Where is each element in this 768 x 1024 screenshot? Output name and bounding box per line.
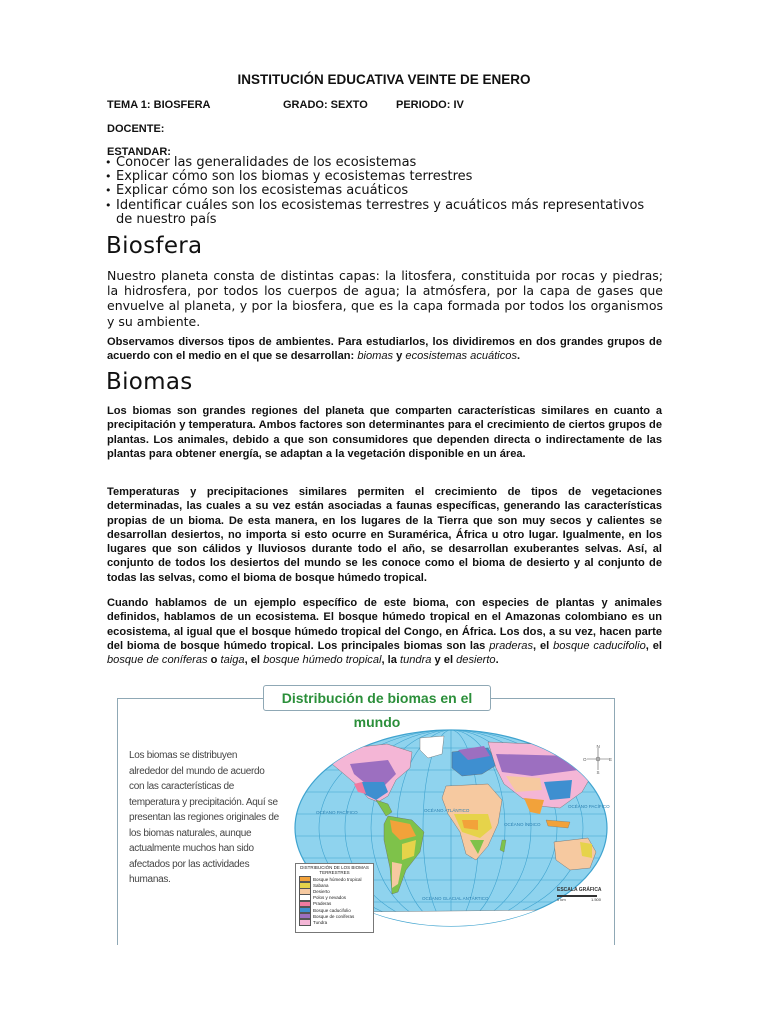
legend-label: Desierto — [313, 888, 330, 894]
svg-text:N: N — [596, 744, 600, 749]
legend-label: Sabana — [313, 882, 329, 888]
legend-title: DISTRIBUCIÓN DE LOS BIOMAS TERRESTRES — [300, 865, 369, 875]
biosfera-intro: Nuestro planeta consta de distintas capas: la litosfera, constituida por rocas y piedras; la hidrosfera, por todos los cuerpos de agua; la atmósfera, por la capa de gases que envuelve al planeta, y por la biosfera, que es la capa formada por todos los organismos y su ambiente. — [107, 268, 663, 329]
standard-label: ESTANDAR: — [107, 146, 171, 158]
grade-label: GRADO: SEXTO — [283, 99, 368, 111]
biosfera-heading: Biosfera — [106, 233, 203, 259]
biomas-paragraph-1: Los biomas son grandes regiones del planeta que comparten características similares en cuanto a precipitación y temperatura. Ambos factores son determinantes para el crecimiento de ciertos grupos de plantas. Los animales, debido a que son consumidores que dependen directa o indirectamente de las plantas para obtener energía, se adaptan a la vegetación disponible en un área. — [107, 405, 662, 460]
svg-text:E: E — [609, 757, 613, 762]
map-scale — [557, 887, 613, 902]
legend-label: Tundra — [313, 919, 328, 925]
ocean-label: OCÉANO GLACIAL ANTÁRTICO — [422, 896, 489, 901]
biosfera-paragraph: Observamos diversos tipos de ambientes. Para estudiarlos, los dividiremos en dos grandes grupos de acuerdo con el medio en el que se desarrollan: biomas y ecosistemas acuáticos. — [107, 336, 662, 363]
ocean-label: OCÉANO ATLÁNTICO — [424, 808, 470, 813]
biomas-paragraph-3: Cuando hablamos de un ejemplo específico de este bioma, con especies de plantas y animales definidos, hablamos de un ecosistema. El bosque húmedo tropical en el Amazonas colombiano es un ecosistema, al igual que el bosque húmedo tropical del Congo, en África. Los dos, a su vez, hacen parte del bioma de bosque húmedo tropical. Los principales biomas son las praderas, el bosque caducifolio, el bosque de coníferas o taiga, el bosque húmedo tropical, la tundra y el desierto. — [107, 597, 662, 667]
biome-infographic — [117, 685, 615, 945]
scale-label: ESCALA GRÁFICA — [557, 887, 602, 893]
period-label: PERIODO: IV — [396, 99, 464, 111]
legend-label: Bosque caducifolio — [313, 907, 351, 913]
teacher-label: DOCENTE: — [107, 123, 165, 135]
ocean-label: OCÉANO PACÍFICO — [316, 810, 358, 815]
list-item: • Explicar cómo son los ecosistemas acuáticos — [105, 183, 409, 199]
ocean-label: OCÉANO ÍNDICO — [504, 822, 541, 827]
list-item: • Identificar cuáles son los ecosistemas terrestres y acuáticos más representativos de nuestro país — [105, 197, 645, 227]
legend-label: Bosque húmedo tropical — [313, 876, 362, 882]
bullet-icon: • — [105, 170, 112, 184]
bullet-icon: • — [105, 198, 112, 212]
standards-list — [104, 156, 664, 227]
list-item: • Explicar cómo son los biomas y ecosistemas terrestres — [105, 169, 473, 185]
bullet-icon: • — [105, 156, 112, 169]
scale-start: 0 km — [557, 897, 566, 902]
legend-label: Praderas — [313, 901, 332, 907]
biomas-paragraph-2: Temperaturas y precipitaciones similares permiten el crecimiento de tipos de vegetaciones determinadas, las cuales a su vez están asociadas a faunas específicas, generando las características propias de un bioma. De esta manera, en los lugares de la Tierra que son muy secos y calientes se desarrollan desiertos, no importa si esto ocurre en Suramérica, África u otro lugar. Igualmente, en los lugares que son cálidos y lluviosos durante todo el año, se desarrollan exuberantes selvas. Así, al conjunto de todos los desiertos del mundo se les conoce como el bioma de desierto y al conjunto de todas las selvas, como el bioma de bosque húmedo tropical. — [107, 486, 662, 584]
bullet-icon: • — [105, 184, 112, 198]
ocean-label: OCÉANO PACÍFICO — [568, 804, 610, 809]
svg-text:S: S — [596, 770, 600, 774]
infographic-title: Distribución de biomas en el mundo — [263, 685, 491, 711]
biome-legend — [295, 863, 374, 933]
legend-item — [296, 919, 373, 925]
svg-text:O: O — [583, 757, 587, 762]
biomas-heading: Biomas — [106, 369, 193, 395]
legend-label: Bosque de coníferas — [313, 913, 355, 919]
compass-rose-icon — [583, 744, 613, 774]
school-title: INSTITUCIÓN EDUCATIVA VEINTE DE ENERO — [237, 72, 531, 87]
list-item: • Conocer las generalidades de los ecosistemas — [105, 155, 417, 170]
legend-swatch — [299, 919, 311, 926]
legend-label: Polos y nevados — [313, 895, 347, 901]
topic-label: TEMA 1: BIOSFERA — [107, 99, 211, 111]
scale-end: 1.500 — [590, 897, 601, 902]
infographic-caption: Los biomas se distribuyen alrededor del mundo de acuerdo con las características de temperatura y precipitación. Aquí se presentan las regiones originales de los biomas naturales, aunque actualmente muchos han sido afectados por las actividades humanas. — [129, 750, 279, 885]
